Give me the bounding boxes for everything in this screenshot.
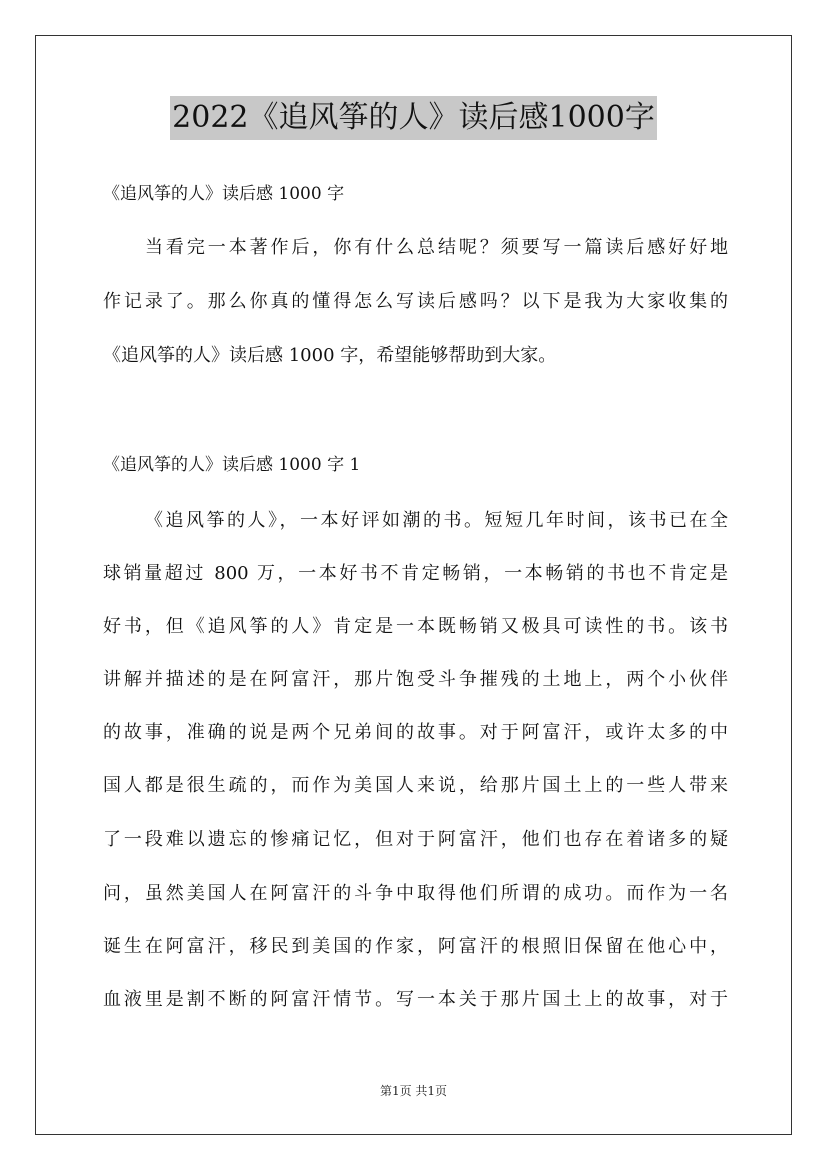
body-line: 球销量超过 800 万，一本好书不肯定畅销，一本畅销的书也不肯定是 <box>103 563 728 584</box>
body-line: 《追风筝的人》，一本好评如潮的书。短短几年时间，该书已在全 <box>145 510 728 531</box>
body-line: 了一段难以遗忘的惨痛记忆，但对于阿富汗，他们也存在着诸多的疑 <box>103 829 728 850</box>
body-line: 讲解并描述的是在阿富汗，那片饱受斗争摧残的土地上，两个小伙伴 <box>103 669 728 690</box>
body-line: 好书，但《追风筝的人》肯定是一本既畅销又极具可读性的书。该书 <box>103 616 728 637</box>
title-container <box>0 96 827 140</box>
subtitle: 《追风筝的人》读后感 1000 字 <box>103 184 345 204</box>
body-line: 的故事，准确的说是两个兄弟间的故事。对于阿富汗，或许太多的中 <box>103 722 728 743</box>
body-line: 诞生在阿富汗，移民到美国的作家，阿富汗的根照旧保留在他心中， <box>103 936 728 957</box>
intro-line: 《追风筝的人》读后感 1000 字，希望能够帮助到大家。 <box>103 345 557 366</box>
intro-line: 当看完一本著作后，你有什么总结呢？须要写一篇读后感好好地 <box>145 237 728 258</box>
section-heading: 《追风筝的人》读后感 1000 字 1 <box>103 455 361 475</box>
page-number: 第1页 共1页 <box>379 1084 448 1098</box>
document-title: 2022《追风筝的人》读后感1000字 <box>170 96 657 140</box>
body-line: 问，虽然美国人在阿富汗的斗争中取得他们所谓的成功。而作为一名 <box>103 883 728 904</box>
body-line: 血液里是割不断的阿富汗情节。写一本关于那片国土上的故事，对于 <box>103 989 728 1010</box>
body-line: 国人都是很生疏的，而作为美国人来说，给那片国土上的一些人带来 <box>103 775 728 796</box>
intro-line: 作记录了。那么你真的懂得怎么写读后感吗？以下是我为大家收集的 <box>103 291 728 312</box>
